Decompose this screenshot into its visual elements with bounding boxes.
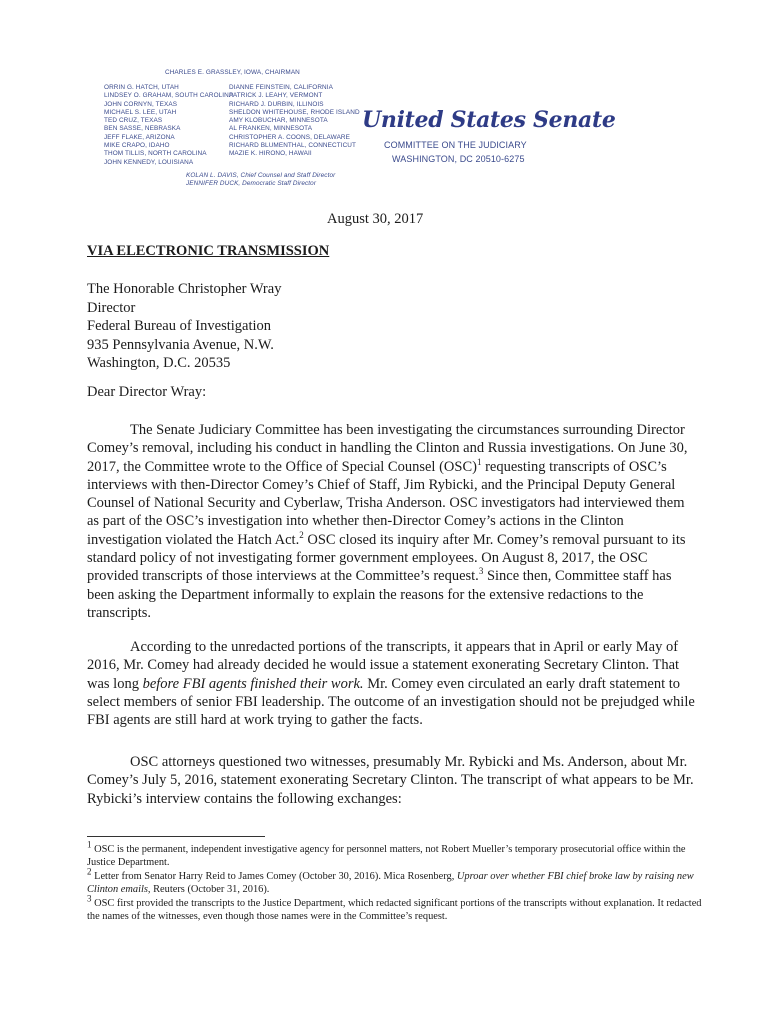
footnotes (87, 839, 707, 924)
footnote-1 (87, 839, 707, 869)
paragraph-text: OSC attorneys questioned two witnesses, presumably Mr. Rybicki and Ms. Anderson, about Mr. Comey’s July 5, 2016, statement exonerating Secretary Clinton. The transcript of what appears to be Mr. Rybicki’s interview contains the following exchanges: (87, 754, 694, 807)
paragraph-text: requesting transcripts of OSC’s interviews with then-Director Comey’s Chief of Staff, Jim Rybicki, and the Principal Deputy General Counsel of National Security and Cyberlaw, Trisha Anderson. OSC investigators had interviewed them as part of the OSC’s investigation into whether then-Director Comey’s actions in the Clinton investigation violated the Hatch Act. (87, 458, 685, 548)
footnote-ref: 1 (476, 456, 482, 467)
member-name: AL FRANKEN, MINNESOTA (229, 125, 313, 133)
paragraph-text: Since then, Committee staff has been asking the Department informally to explain the reasons for the extensive redactions to the transcripts. (87, 568, 672, 621)
transmission-heading: VIA ELECTRONIC TRANSMISSION (87, 243, 330, 259)
paragraph-text: The Senate Judiciary Committee has been investigating the circumstances surrounding Director Comey’s removal, including his conduct in handling the Clinton and Russia investigations. On June 30, 2017, the Committee wrote to the Office of Special Counsel (OSC) (87, 422, 688, 475)
footnote-divider (87, 836, 265, 837)
footnote-3 (87, 893, 707, 923)
recipient-address (87, 280, 281, 373)
member-name: JOHN KENNEDY, LOUISIANA (104, 158, 194, 166)
footnote-number: 2 (87, 866, 92, 877)
member-name: THOM TILLIS, NORTH CAROLINA (104, 150, 207, 158)
member-name: SHELDON WHITEHOUSE, RHODE ISLAND (229, 108, 360, 116)
staff-director-majority: KOLAN L. DAVIS, Chief Counsel and Staff Director (186, 172, 336, 179)
footnote-article-title: Uproar over whether FBI chief broke law by raising new Clinton emails, (87, 870, 694, 896)
member-name: ORRIN G. HATCH, UTAH (104, 84, 179, 91)
committee-name: COMMITTEE ON THE JUDICIARY (384, 140, 527, 150)
member-name: CHRISTOPHER A. COONS, DELAWARE (229, 133, 351, 141)
emphasis-text: before FBI agents finished their work. (142, 675, 364, 692)
paragraph-text: According to the unredacted portions of the transcripts, it appears that in April or early May of 2016, Mr. Comey had already decided he would issue a statement exonerating Secretary Clinton. That was long (87, 639, 680, 692)
majority-members-list (104, 84, 233, 167)
paragraph-1 (87, 421, 699, 622)
member-name: DIANNE FEINSTEIN, CALIFORNIA (229, 84, 333, 91)
paragraph-2 (87, 638, 699, 729)
member-name: JOHN CORNYN, TEXAS (104, 100, 178, 108)
footnote-number: 1 (87, 839, 92, 850)
committee-address: WASHINGTON, DC 20510-6275 (392, 154, 525, 164)
recipient-name: The Honorable Christopher Wray (87, 281, 282, 297)
footnote-text: Letter from Senator Harry Reid to James Comey (October 30, 2016). Mica Rosenberg, (91, 870, 457, 882)
member-name: BEN SASSE, NEBRASKA (104, 125, 181, 133)
staff-director-minority: JENNIFER DUCK, Democratic Staff Director (186, 180, 317, 188)
member-name: PATRICK J. LEAHY, VERMONT (229, 92, 323, 100)
recipient-street: 935 Pennsylvania Avenue, N.W. (87, 336, 274, 353)
member-name: MIKE CRAPO, IDAHO (104, 142, 170, 150)
paragraph-3 (87, 753, 699, 808)
member-name: MAZIE K. HIRONO, HAWAII (229, 150, 312, 158)
minority-members-list (229, 84, 360, 159)
member-name: JEFF FLAKE, ARIZONA (104, 133, 175, 141)
senate-title: United States Senate (362, 107, 616, 133)
recipient-org: Federal Bureau of Investigation (87, 318, 272, 334)
footnote-text: OSC is the permanent, independent investigative agency for personnel matters, not Robert Mueller’s temporary prosecutorial office within the Justice Department. (87, 844, 686, 869)
recipient-city: Washington, D.C. 20535 (87, 355, 231, 371)
member-name: MICHAEL S. LEE, UTAH (104, 108, 177, 116)
committee-block (384, 138, 527, 166)
letter-date: August 30, 2017 (327, 211, 424, 227)
recipient-title: Director (87, 299, 136, 316)
paragraph-text: Mr. Comey even circulated an early draft statement to select members of senior FBI leadership. The outcome of an investigation should not be prejudged while FBI agents are still hard at work trying to gather the facts. (87, 675, 695, 729)
member-name: LINDSEY O. GRAHAM, SOUTH CAROLINA (104, 92, 234, 100)
paragraph-text: OSC closed its inquiry after Mr. Comey’s removal pursuant to its standard policy of not investigating former government employees. On August 8, 2017, the OSC provided transcripts of those interviews at the Committee’s request. (87, 531, 686, 585)
salutation: Dear Director Wray: (87, 384, 207, 400)
member-name: TED CRUZ, TEXAS (104, 117, 163, 125)
staff-directors (186, 172, 335, 189)
chairman-line: CHARLES E. GRASSLEY, IOWA, CHAIRMAN (165, 69, 300, 76)
footnote-2 (87, 866, 707, 896)
footnote-text: OSC first provided the transcripts to the Justice Department, which redacted significant portions of the transcripts without explanation. It redacted the names of the witnesses, even though those names were in the Committee’s request. (87, 897, 702, 923)
member-name: RICHARD J. DURBIN, ILLINOIS (229, 100, 324, 108)
footnote-number: 3 (87, 893, 92, 904)
footnote-text: Reuters (October 31, 2016). (150, 884, 270, 896)
footnote-ref: 3 (478, 566, 484, 577)
member-name: RICHARD BLUMENTHAL, CONNECTICUT (229, 142, 357, 150)
member-name: AMY KLOBUCHAR, MINNESOTA (229, 117, 328, 125)
footnote-ref: 2 (299, 529, 304, 540)
